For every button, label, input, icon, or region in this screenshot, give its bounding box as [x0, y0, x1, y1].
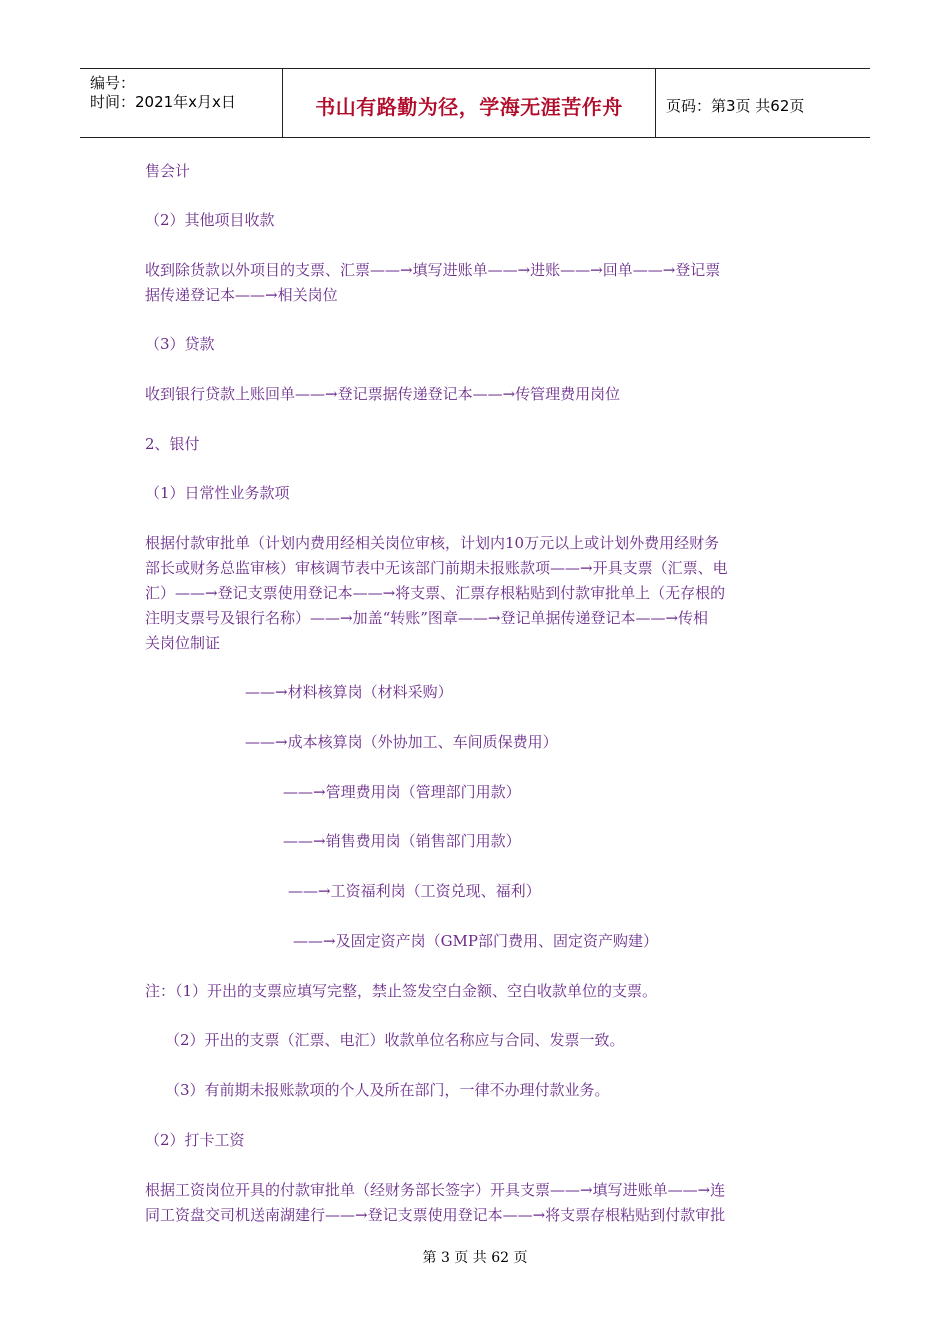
header-page-cell	[656, 69, 870, 137]
section-heading: （2）其他项目收款	[145, 211, 275, 229]
page-code: 页码：第3页 共62页	[666, 97, 805, 115]
flow-item: ——→销售费用岗（销售部门用款）	[283, 832, 521, 850]
paragraph-line: 根据工资岗位开具的付款审批单（经财务部长签字）开具支票——→填写进账单——→连	[145, 1181, 726, 1199]
paragraph-line: 据传递登记本——→相关岗位	[145, 286, 338, 304]
section-heading: （3）贷款	[145, 335, 215, 353]
header-motto-cell	[283, 69, 656, 137]
page-footer: 第 3 页 共 62 页	[422, 1250, 528, 1266]
note-line: （3）有前期未报账款项的个人及所在部门，一律不办理付款业务。	[165, 1081, 610, 1099]
flow-item: ——→材料核算岗（材料采购）	[245, 683, 453, 701]
flow-item: ——→管理费用岗（管理部门用款）	[283, 783, 521, 801]
number-label: 编号：	[90, 74, 136, 92]
section-heading: （2）打卡工资	[145, 1131, 245, 1149]
motto-text: 书山有路勤为径，学海无涯苦作舟	[315, 95, 623, 119]
section-heading: （1）日常性业务款项	[145, 484, 290, 502]
paragraph-line: 收到除货款以外项目的支票、汇票——→填写进账单——→进账——→回单——→登记票	[145, 261, 721, 279]
flow-item: ——→成本核算岗（外协加工、车间质保费用）	[245, 733, 558, 751]
note-line: 注：（1）开出的支票应填写完整，禁止签发空白金额、空白收款单位的支票。	[145, 982, 658, 1000]
paragraph-line: 部长或财务总监审核）审核调节表中无该部门前期未报账款项——→开具支票（汇票、电	[145, 559, 728, 577]
paragraph-line: 根据付款审批单（计划内费用经相关岗位审核，计划内10万元以上或计划外费用经财务	[145, 534, 720, 552]
paragraph-line: 注明支票号及银行名称）——→加盖“转账”图章——→登记单据传递登记本——→传相	[145, 609, 709, 627]
section-heading: 2、银付	[145, 435, 200, 453]
flow-item: ——→工资福利岗（工资兑现、福利）	[288, 882, 541, 900]
header-info-cell	[80, 69, 283, 137]
paragraph-line: 同工资盘交司机送南湖建行——→登记支票使用登记本——→将支票存根粘贴到付款审批	[145, 1206, 726, 1224]
paragraph-line: 售会计	[145, 162, 191, 180]
paragraph-line: 汇）——→登记支票使用登记本——→将支票、汇票存根粘贴到付款审批单上（无存根的	[145, 584, 726, 602]
flow-item: ——→及固定资产岗（GMP部门费用、固定资产购建）	[293, 932, 659, 950]
time-label: 时间：2021年x月x日	[90, 93, 236, 111]
note-line: （2）开出的支票（汇票、电汇）收款单位名称应与合同、发票一致。	[165, 1031, 625, 1049]
page-header	[80, 68, 870, 138]
paragraph-line: 关岗位制证	[145, 634, 221, 652]
paragraph-line: 收到银行贷款上账回单——→登记票据传递登记本——→传管理费用岗位	[145, 385, 621, 403]
